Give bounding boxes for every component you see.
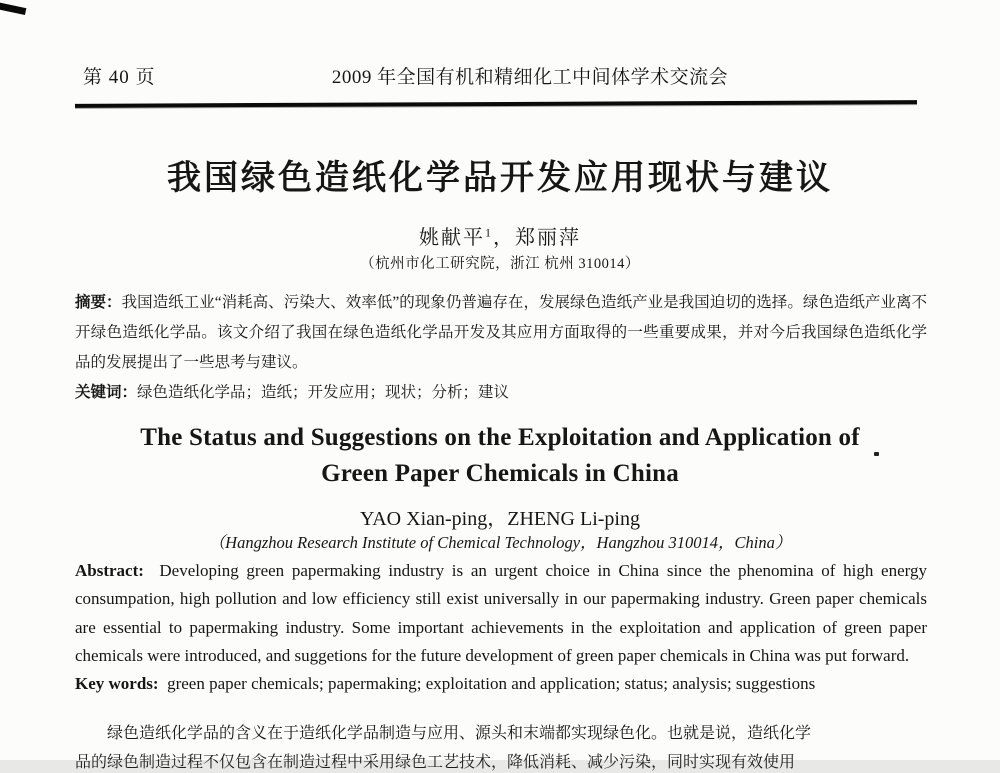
- paper-title-en-line2: Green Paper Chemicals in China: [321, 460, 679, 487]
- keywords-label-cn: 关键词：: [75, 384, 138, 401]
- clipped-text-line: [75, 752, 927, 771]
- keywords-text-en: green paper chemicals; papermaking; exploitation and application; status; analysis; suggestions: [167, 674, 816, 694]
- affiliation-en: （Hangzhou Research Institute of Chemical Technology，Hangzhou 310014，China）: [208, 533, 792, 552]
- abstract-label-en: Abstract:: [75, 561, 144, 580]
- affiliation-cn: （杭州市化工研究院，浙江 杭州 310014）: [360, 256, 640, 272]
- keywords-text-cn: 绿色造纸化学品；造纸；开发应用；现状；分析；建议: [137, 384, 510, 401]
- authors-en: YAO Xian-ping，ZHENG Li-ping: [360, 508, 640, 530]
- abstract-block-cn: [75, 288, 927, 408]
- abstract-label-cn: 摘要：: [75, 294, 122, 311]
- scan-corner-mark: [0, 2, 26, 15]
- clipped-text-cn: 品的绿色制造过程不仅包含在制造过程中采用绿色工艺技术，降低消耗、减少污染，同时实现有效使用: [75, 754, 796, 771]
- author-1-cn: 姚献平: [419, 227, 485, 249]
- body-paragraph-cn: 绿色造纸化学品的含义在于造纸化学品制造与应用、源头和末端都实现绿色化。也就是说，造纸化学: [107, 725, 812, 742]
- page-number: 第 40 页: [83, 67, 156, 88]
- abstract-text-cn: 我国造纸工业“消耗高、污染大、效率低”的现象仍普遍存在，发展绿色造纸产业是我国迫切的选择。绿色造纸产业离不开绿色造纸化学品。该文介绍了我国在绿色造纸化学品开发及其应用方面取得的一些重要成果，并对今后我国绿色造纸化学品的发展提出了一些思考与建议。: [75, 294, 927, 371]
- keywords-cn: [75, 378, 927, 408]
- authors-cn: [0, 221, 1000, 250]
- abstract-en: [75, 557, 927, 670]
- conference-title: 2009 年全国有机和精细化工中间体学术交流会: [331, 67, 729, 88]
- body-text-cn: [75, 723, 927, 745]
- keywords-en: [75, 670, 927, 698]
- abstract-cn: [75, 288, 927, 378]
- keywords-label-en: Key words:: [75, 674, 159, 694]
- abstract-text-en: Developing green papermaking industry is an urgent choice in China since the phenomina of high energy consumpation, high pollution and low efficiency still exist universally in our papermaking industry. Green paper chemicals are essential to papermaking industry. Some important achievements in the exploitation and application of green paper chemicals were introduced, and suggetions for the future development of green paper chemicals in China was put forward.: [75, 561, 928, 665]
- paper-title-en: [0, 420, 1000, 492]
- running-header: [0, 62, 1000, 90]
- author-2-cn: ，郑丽萍: [493, 227, 581, 249]
- abstract-block-en: [75, 557, 927, 698]
- author-1-affiliation-marker: 1: [485, 225, 493, 240]
- paper-title-en-line1: The Status and Suggestions on the Exploitation and Application of: [140, 424, 860, 451]
- header-rule: [75, 100, 917, 108]
- paper-title-cn: 我国绿色造纸化学品开发应用现状与建议: [167, 159, 833, 197]
